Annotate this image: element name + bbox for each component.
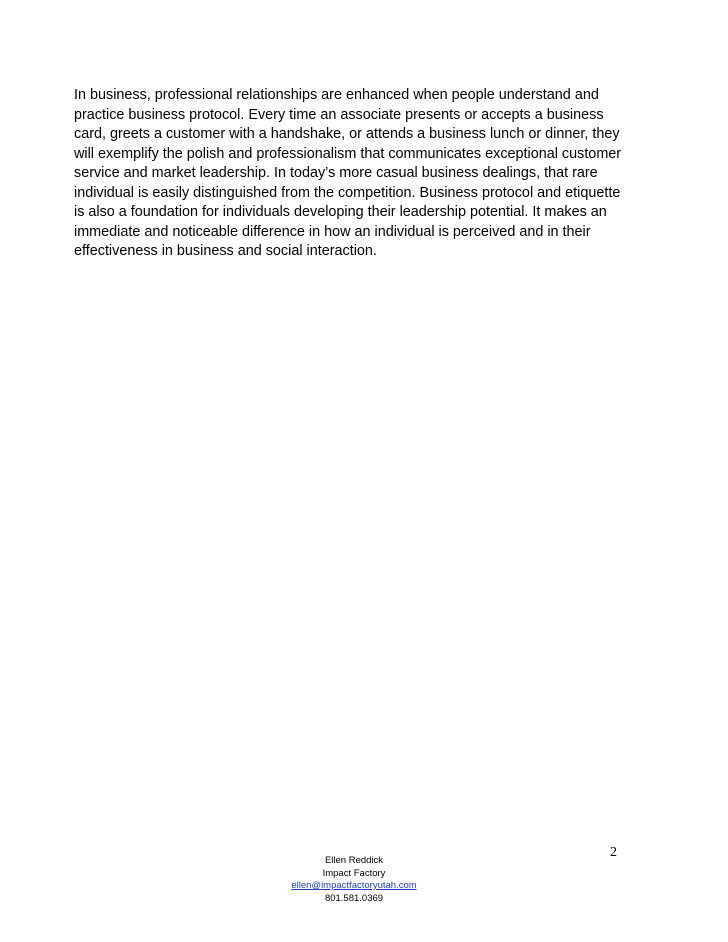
footer-email-link[interactable]: ellen@impactfactoryutah.com [291, 880, 417, 891]
page-number: 2 [610, 845, 617, 860]
footer-name: Ellen Reddick [324, 855, 384, 866]
footer-contact-block [254, 855, 454, 905]
body-paragraph: In business, professional relationships are enhanced when people understand and practice business protocol. Every time an associate presents or accepts a business card, greets a customer with a handshake, or attends a business lunch or dinner, they will exemplify the polish and professionalism that communicates exceptional customer service and market leadership. In today’s more casual business dealings, that rare individual is easily distinguished from the competition. Business protocol and etiquette is also a foundation for individuals developing their leadership potential. It makes an immediate and noticeable difference in how an individual is perceived and in their effectiveness in business and social interaction. [74, 87, 622, 259]
footer-company: Impact Factory [322, 867, 386, 879]
footer-phone: 801.581.0369 [324, 892, 384, 904]
